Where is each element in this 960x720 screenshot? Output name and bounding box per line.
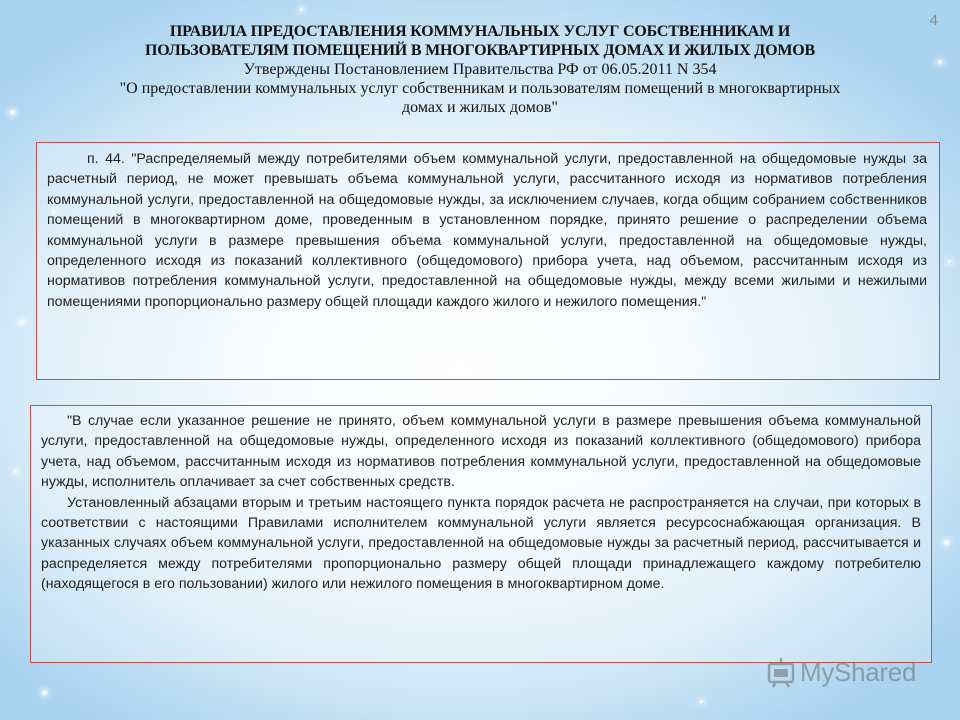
page-number: 4 [929,12,938,29]
sparkle-decoration [14,470,17,473]
sparkle-decoration [700,700,703,703]
slide-header [40,22,920,117]
page-title-line-1: ПРАВИЛА ПРЕДОСТАВЛЕНИЯ КОММУНАЛЬНЫХ УСЛУГ СОБСТВЕННИКАМ И [169,23,791,40]
approval-note: Утверждены Постановлением Правительства РФ от 06.05.2011 N 354 [243,61,717,78]
sparkle-decoration [944,540,949,545]
sparkle-decoration [948,260,951,263]
resolution-title-line-1: "О предоставлении коммунальных услуг собственникам и пользователям помещений в многоквартирных [119,80,841,97]
quote-box-continuation [30,405,932,663]
clause-44-text: п. 44. "Распределяемый между потребителями объем коммунальной услуги, предоставленной на общедомовые нужды за расчетный период, не может превышать объема коммунальной услуги, рассчитанного исходя из нормативов потребления коммунальной услуги, предоставленной на общедомовые нужды, за исключением случаев, когда общим собранием собственников помещений в многоквартирном доме, проведенным в установленном порядке, принято решение о распределении объема коммунальной услуги в размере превышения объема коммунальной услуги, предоставленной на общедомовые нужды, определенного исходя из показаний коллективного (общедомового) прибора учета, над объемом, рассчитанным исходя из нормативов потребления коммунальной услуги, предоставленной на общедомовые нужды, между всеми жилыми и нежилыми помещениями пропорционально размеру общей площади каждого жилого и нежилого помещения." [47,151,927,310]
resolution-title-line-2: домах и жилых домов" [402,99,558,116]
sparkle-decoration [10,110,15,115]
sparkle-decoration [42,690,47,695]
sparkle-decoration [300,8,303,11]
continuation-paragraph-2: Установленный абзацами вторым и третьим настоящего пункта порядок расчета не распространяется на случаи, при которых в соответствии с настоящими Правилами исполнителем коммунальной услуги является ресурсоснабжающая организация. В указанных случаях объем коммунальной услуги, предоставленной на общедомовые нужды за расчетный период, рассчитывается и распределяется между потребителями пропорционально размеру общей площади принадлежащего каждому потребителю (находящегося в его пользовании) жилого или нежилого помещения в многоквартирном доме. [41,494,921,593]
quote-box-clause-44 [36,142,940,380]
sparkle-decoration [938,60,942,64]
sparkle-decoration [20,320,24,324]
watermark-text: MyShared [800,656,917,687]
myshared-logo-icon [766,656,796,688]
myshared-watermark [766,656,916,688]
page-title-line-2: ПОЛЬЗОВАТЕЛЯМ ПОМЕЩЕНИЙ В МНОГОКВАРТИРНЫХ ДОМАХ И ЖИЛЫХ ДОМОВ [145,42,815,59]
continuation-paragraph-1: "В случае если указанное решение не принято, объем коммунальной услуги в размере превышения объема коммунальной услуги, предоставленной на общедомовые нужды, определенного исходя из показаний коллективного (общедомового) прибора учета, над объемом, рассчитанным исходя из нормативов потребления коммунальной услуги, предоставленной на общедомовые нужды, исполнитель оплачивает за счет собственных средств. [41,413,921,491]
